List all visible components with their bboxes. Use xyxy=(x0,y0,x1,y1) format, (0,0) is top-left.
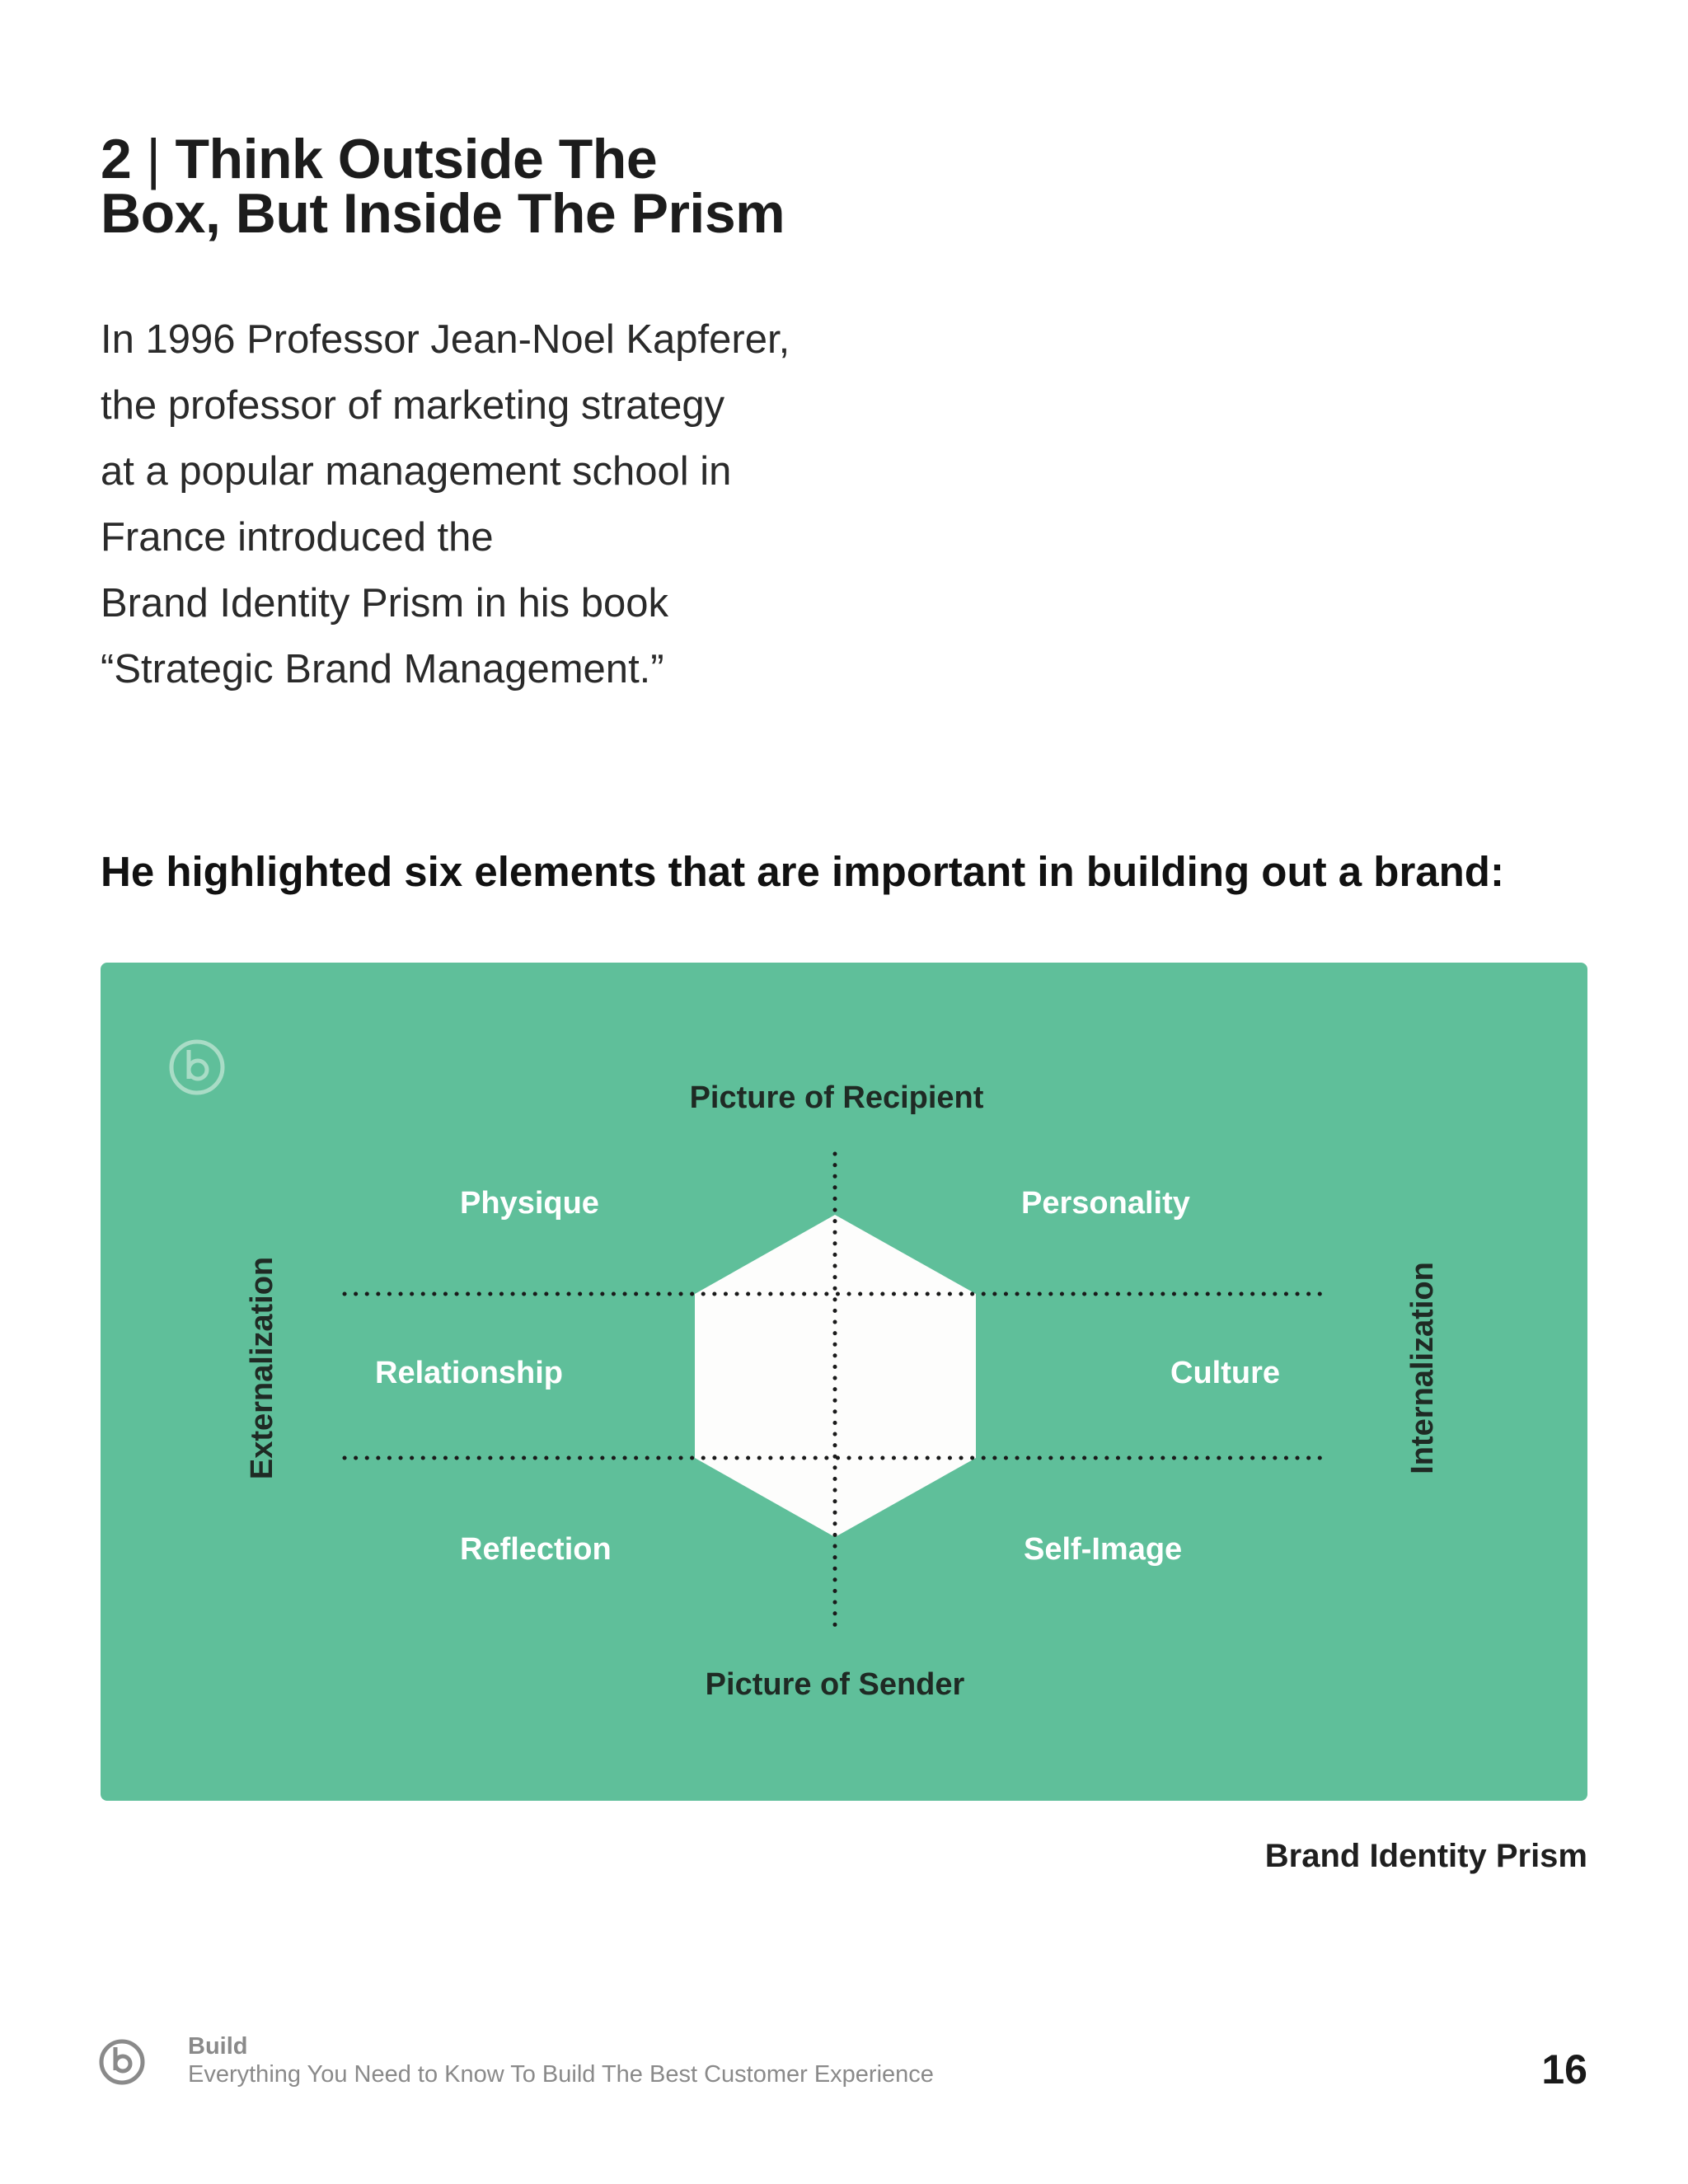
intro-line: at a popular management school in xyxy=(101,449,732,494)
lead-sentence: He highlighted six elements that are important in building out a brand: xyxy=(101,848,1504,895)
section-number: 2 xyxy=(101,128,132,190)
intro-line: Brand Identity Prism in his book xyxy=(101,581,669,626)
b-logo-icon xyxy=(171,1042,223,1093)
footer-brand: Build xyxy=(188,2033,248,2060)
footer-tagline: Everything You Need to Know To Build The Best Customer Experience xyxy=(188,2061,934,2088)
footer xyxy=(188,2032,934,2088)
title-line-1 xyxy=(101,128,1007,190)
intro-line: the professor of marketing strategy xyxy=(101,383,725,428)
intro-line: “Strategic Brand Management.” xyxy=(101,647,664,691)
page-title xyxy=(101,128,1007,245)
personality-label: Personality xyxy=(1021,1186,1190,1221)
intro-line: In 1996 Professor Jean-Noel Kapferer, xyxy=(101,317,790,362)
picture-of-recipient-label: Picture of Recipient xyxy=(689,1080,984,1115)
relationship-label: Relationship xyxy=(375,1356,564,1390)
intro-paragraph xyxy=(101,307,884,702)
title-line-2: Box, But Inside The Prism xyxy=(101,182,785,245)
page-number: 16 xyxy=(1541,2046,1587,2093)
title-separator: | xyxy=(146,128,161,190)
physique-label: Physique xyxy=(460,1186,599,1221)
diagram-caption: Brand Identity Prism xyxy=(1264,1838,1587,1874)
prism-svg xyxy=(101,963,1587,1801)
title-text-1: Think Outside The xyxy=(175,128,658,190)
footer-b-logo-icon xyxy=(97,2037,147,2091)
intro-line: France introduced the xyxy=(101,515,494,560)
culture-label: Culture xyxy=(1170,1356,1280,1390)
picture-of-sender-label: Picture of Sender xyxy=(705,1667,965,1702)
self-image-label: Self-Image xyxy=(1024,1532,1183,1567)
externalization-label: Externalization xyxy=(245,1256,279,1480)
internalization-label: Internalization xyxy=(1405,1262,1440,1474)
brand-prism-diagram xyxy=(101,963,1587,1801)
reflection-label: Reflection xyxy=(460,1532,612,1567)
